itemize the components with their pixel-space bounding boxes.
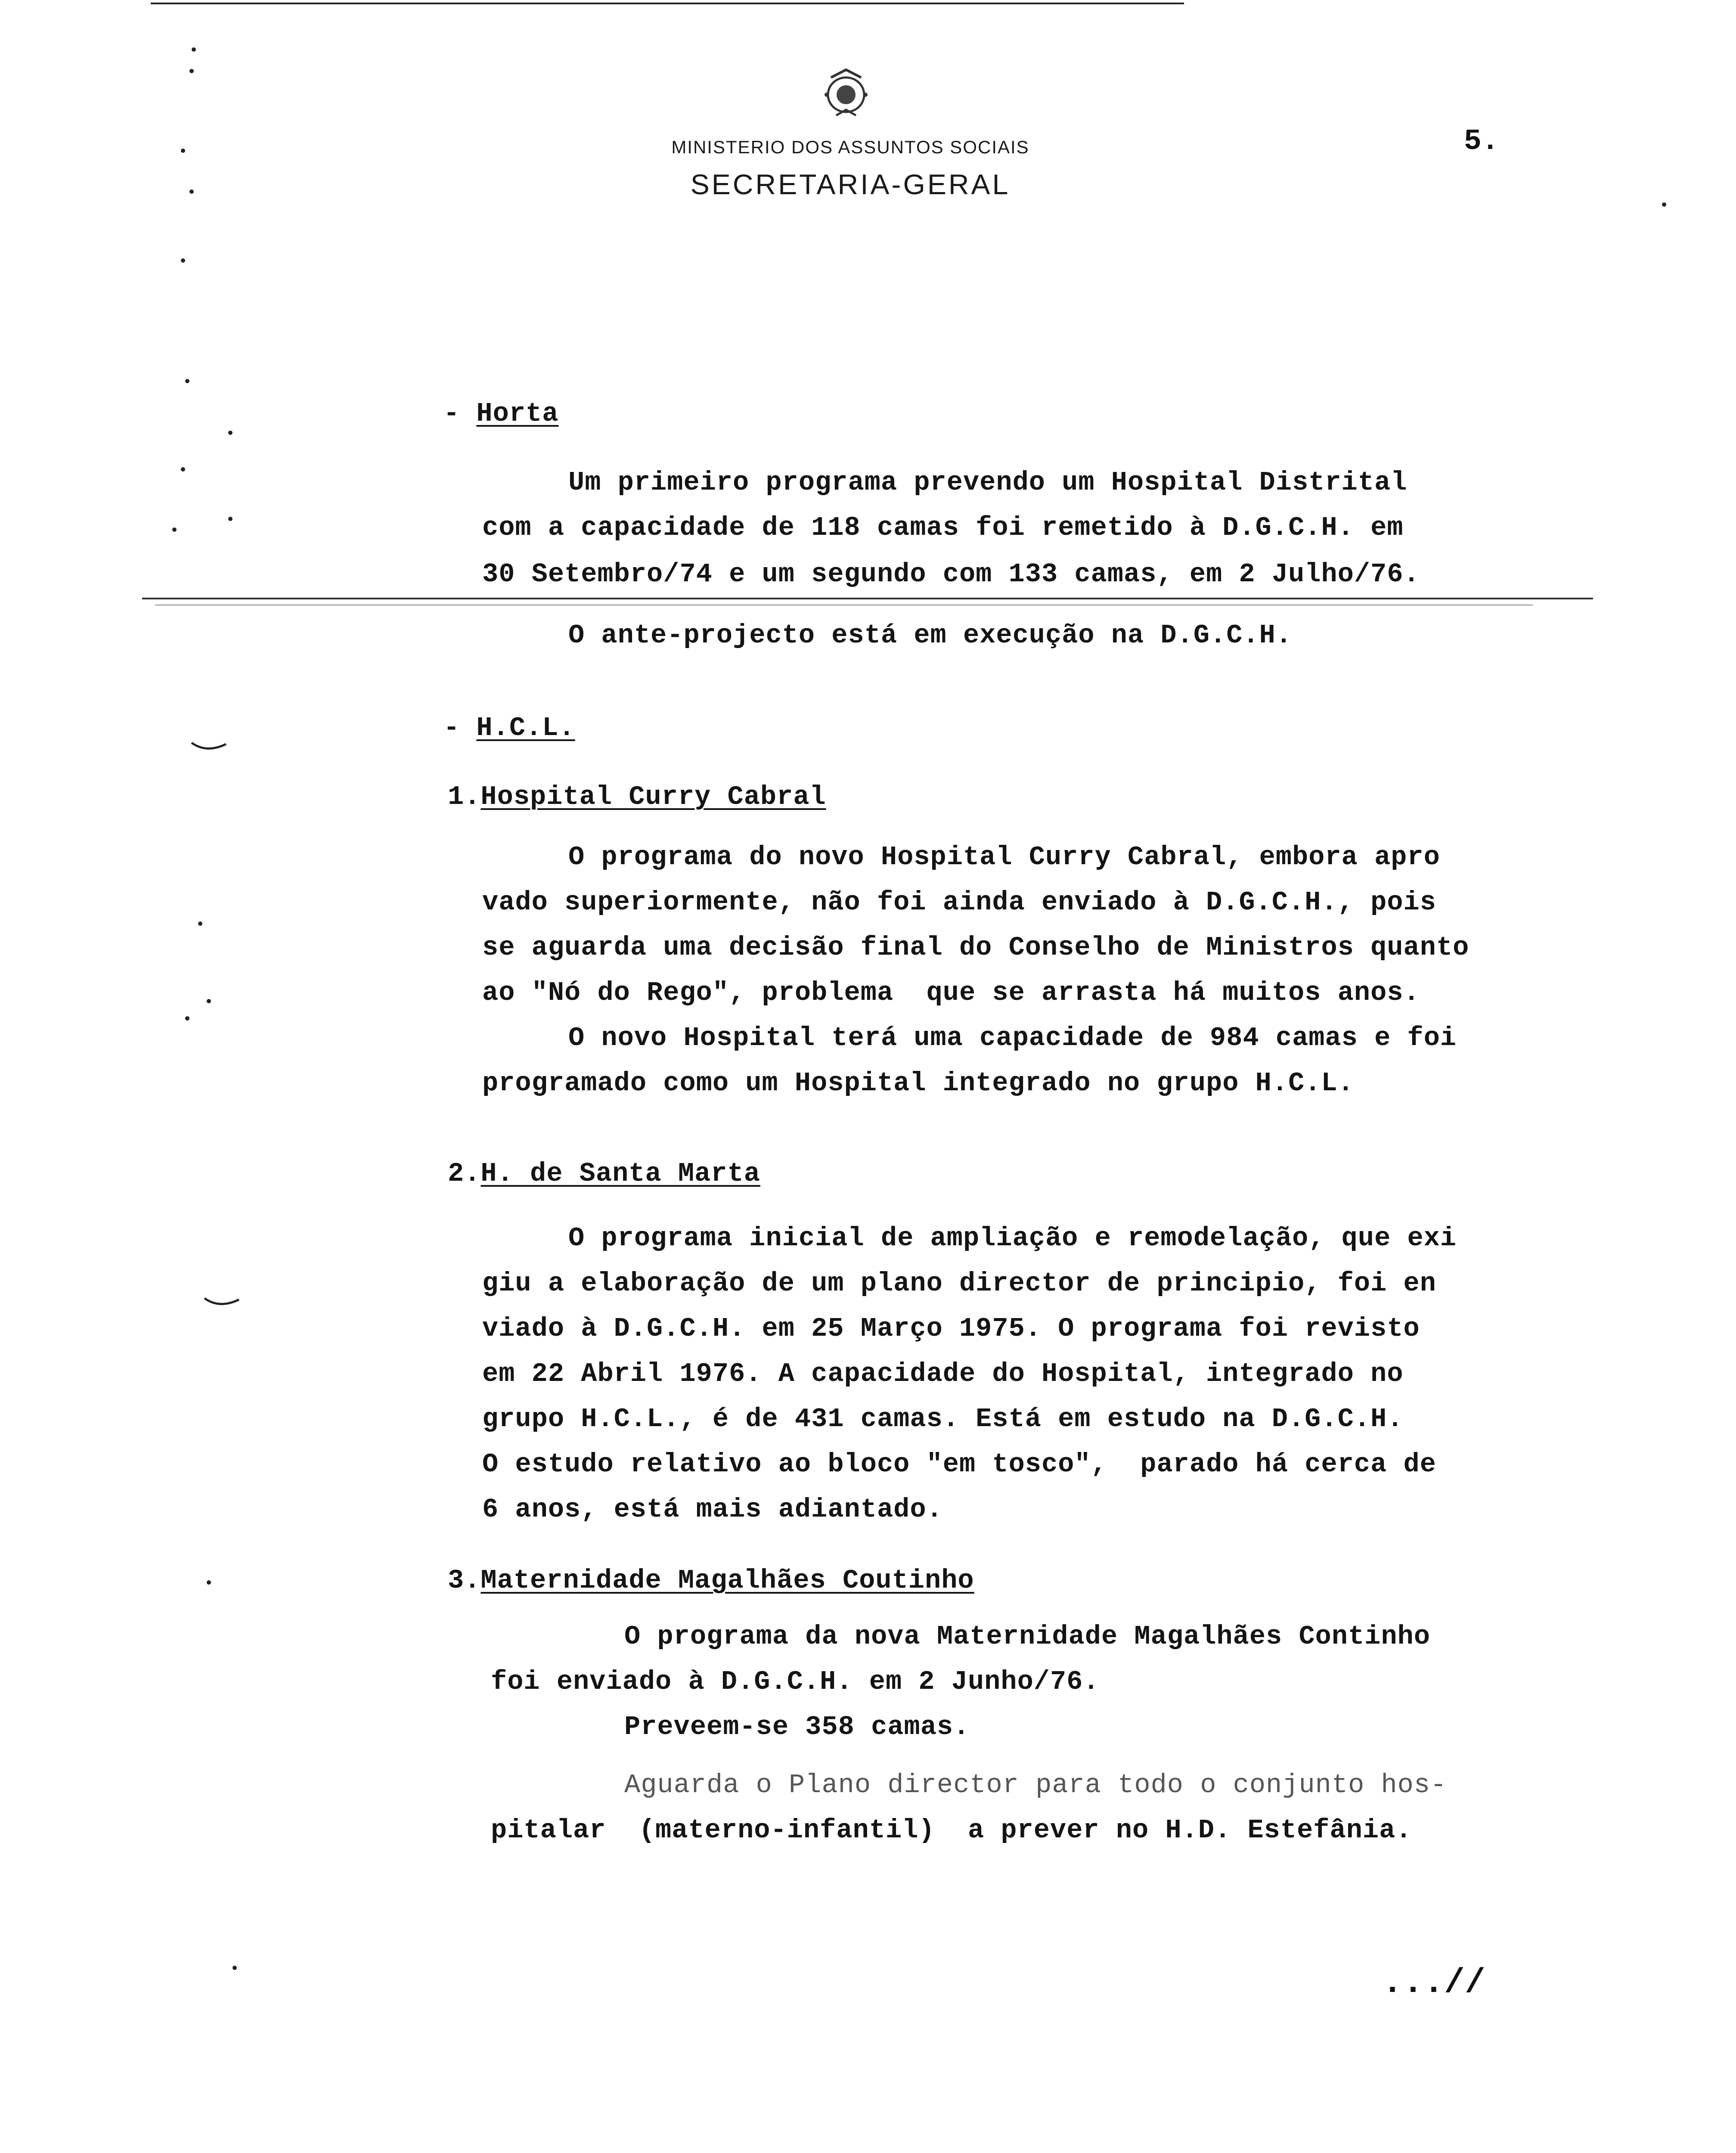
scan-speck [189, 69, 194, 73]
paragraph-line: Um primeiro programa prevendo um Hospital Distrital [568, 467, 1407, 498]
paragraph-line: giu a elaboração de um plano director de principio, foi en [482, 1268, 1436, 1299]
paragraph-line: Aguarda o Plano director para todo o conjunto hos- [624, 1770, 1447, 1800]
paragraph-line: viado à D.G.C.H. em 25 Março 1975. O programa foi revisto [482, 1313, 1420, 1344]
paragraph-line: programado como um Hospital integrado no grupo H.C.L. [482, 1068, 1354, 1098]
scan-speck [172, 527, 177, 532]
paragraph-line: Preveem-se 358 camas. [624, 1712, 970, 1742]
scan-speck [192, 47, 196, 52]
scan-speck [1662, 202, 1666, 207]
scan-speck [181, 149, 185, 153]
paragraph-line: 30 Setembro/74 e um segundo com 133 camas, em 2 Julho/76. [482, 559, 1420, 589]
section-heading-horta [443, 398, 558, 429]
paragraph-line: O programa do novo Hospital Curry Cabral, embora apro [568, 842, 1440, 872]
paragraph-line: em 22 Abril 1976. A capacidade do Hospital, integrado no [482, 1359, 1404, 1389]
paragraph-line: O programa da nova Maternidade Magalhães Continho [624, 1621, 1431, 1652]
heading-text: Maternidade Magalhães Coutinho [480, 1565, 974, 1596]
item-number: 2. [448, 1158, 481, 1189]
heading-text: H.C.L. [476, 713, 575, 743]
scan-speck [228, 431, 232, 435]
heading-dash: - [443, 713, 477, 743]
paragraph-line: O estudo relativo ao bloco "em tosco", parado há cerca de [482, 1449, 1436, 1480]
scan-speck [232, 1966, 237, 1970]
paragraph-line: O programa inicial de ampliação e remodelação, que exi [568, 1223, 1457, 1253]
item-number: 1. [448, 782, 481, 812]
scan-speck [207, 999, 211, 1003]
item-number: 3. [448, 1565, 481, 1596]
scan-speck [198, 921, 202, 926]
subsection-heading-maternidade [448, 1565, 974, 1596]
heading-text: H. de Santa Marta [480, 1158, 760, 1189]
section-heading-hcl [443, 713, 575, 743]
ministry-name: MINISTERIO DOS ASSUNTOS SOCIAIS [671, 137, 1029, 157]
page-number: 5. [1464, 125, 1499, 158]
margin-mark [202, 1296, 241, 1309]
heading-dash: - [443, 398, 477, 429]
heading-text: Horta [476, 398, 559, 429]
paragraph-line: 6 anos, está mais adiantado. [482, 1494, 943, 1525]
scan-speck [228, 517, 232, 521]
scan-artifact-line [142, 598, 1593, 599]
paragraph-line: ao "Nó do Rego", problema que se arrasta há muitos anos. [482, 977, 1420, 1008]
heading-text: Hospital Curry Cabral [480, 782, 826, 812]
paragraph-line: vado superiormente, não foi ainda enviado à D.G.C.H., pois [482, 887, 1436, 918]
subsection-heading-curry-cabral [448, 782, 826, 812]
scan-speck [185, 379, 189, 383]
top-border-line [151, 3, 1184, 4]
department-name: SECRETARIA-GERAL [690, 168, 1011, 200]
subsection-heading-santa-marta [448, 1158, 760, 1189]
continuation-mark: ...// [1382, 1964, 1486, 2003]
scan-speck [207, 1580, 211, 1585]
scan-speck [185, 1016, 189, 1021]
paragraph-line: O novo Hospital terá uma capacidade de 984 camas e foi [568, 1023, 1457, 1053]
paragraph-line: se aguarda uma decisão final do Conselho de Ministros quanto [482, 932, 1469, 963]
scan-speck [189, 189, 194, 194]
paragraph-line: O ante-projecto está em execução na D.G.C.H. [568, 620, 1293, 651]
paragraph-line: foi enviado à D.G.C.H. em 2 Junho/76. [491, 1666, 1100, 1697]
paragraph-line: pitalar (materno-infantil) a prever no H.D. Estefânia. [491, 1815, 1412, 1846]
scan-speck [181, 258, 185, 263]
paragraph-line: grupo H.C.L., é de 431 camas. Está em estudo na D.G.C.H. [482, 1404, 1404, 1434]
coat-of-arms-emblem [814, 65, 878, 121]
scan-speck [181, 467, 185, 472]
paragraph-line: com a capacidade de 118 camas foi remetido à D.G.C.H. em [482, 512, 1404, 543]
margin-mark [189, 741, 228, 754]
